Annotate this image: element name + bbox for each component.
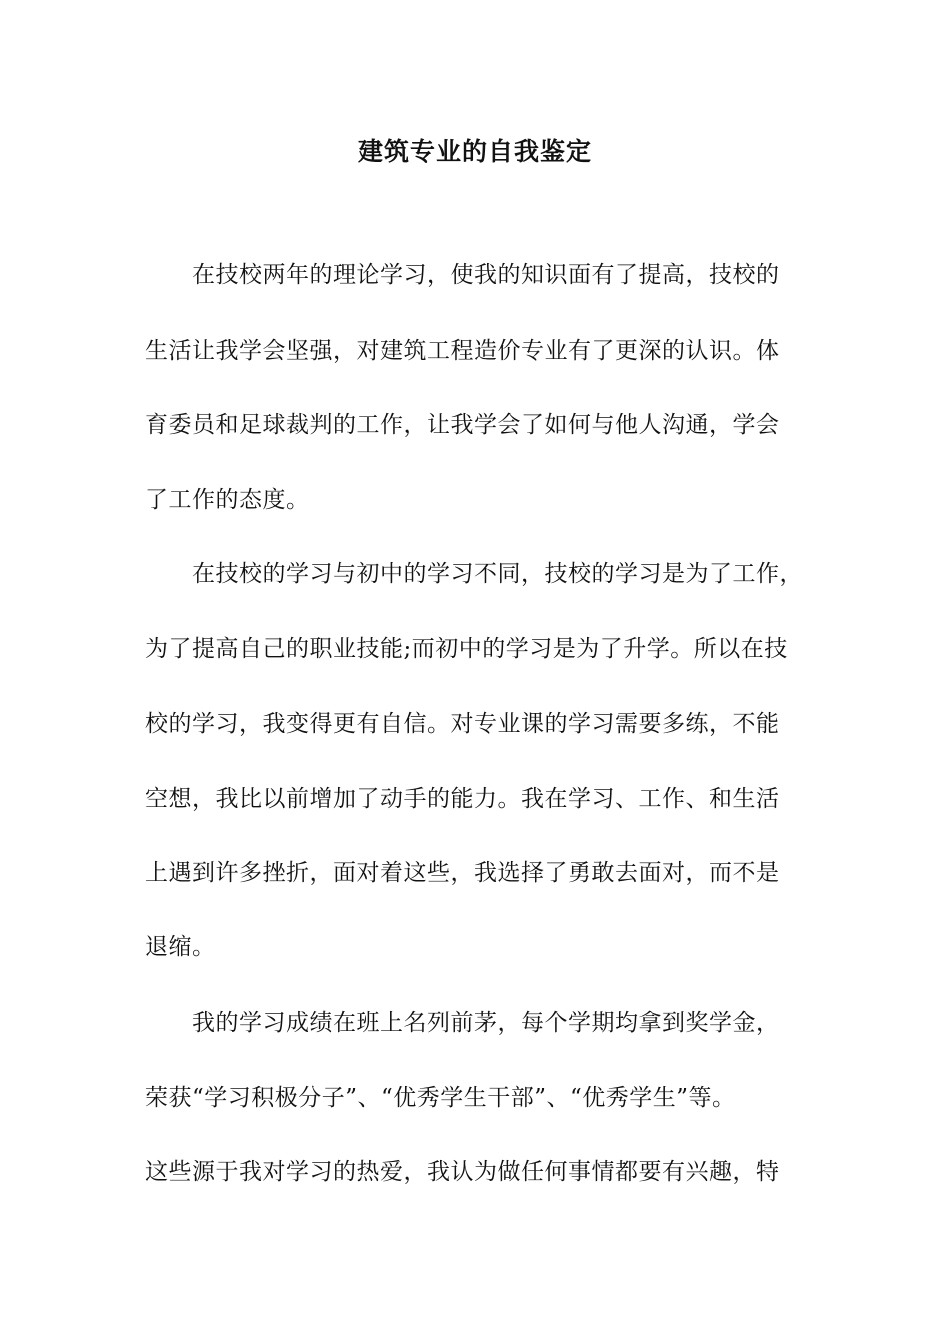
paragraph-2-line-1: 在技校的学习与初中的学习不同，技校的学习是为了工作，	[192, 561, 803, 587]
paragraph-2-line-4: 空想，我比以前增加了动手的能力。我在学习、工作、和生活	[145, 786, 780, 812]
paragraph-2-line-3: 校的学习，我变得更有自信。对专业课的学习需要多练，不能	[145, 711, 780, 737]
paragraph-1-line-1: 在技校两年的理论学习，使我的知识面有了提高，技校的	[192, 262, 780, 288]
paragraph-3-line-2: 荣获“学习积极分子”、“优秀学生干部”、“优秀学生”等。	[145, 1085, 736, 1111]
paragraph-1-line-4: 了工作的态度。	[145, 487, 310, 513]
paragraph-3-line-1: 我的学习成绩在班上名列前茅，每个学期均拿到奖学金，	[192, 1010, 780, 1036]
paragraph-3-line-3: 这些源于我对学习的热爱，我认为做任何事情都要有兴趣，特	[145, 1159, 780, 1185]
paragraph-2-line-6: 退缩。	[145, 934, 216, 960]
paragraph-2-line-2: 为了提高自己的职业技能;而初中的学习是为了升学。所以在技	[145, 636, 788, 662]
paragraph-2-line-5: 上遇到许多挫折，面对着这些，我选择了勇敢去面对，而不是	[145, 860, 780, 886]
document-title: 建筑专业的自我鉴定	[357, 137, 592, 166]
paragraph-1-line-2: 生活让我学会坚强，对建筑工程造价专业有了更深的认识。体	[145, 338, 780, 364]
paragraph-1-line-3: 育委员和足球裁判的工作，让我学会了如何与他人沟通，学会	[145, 412, 780, 438]
